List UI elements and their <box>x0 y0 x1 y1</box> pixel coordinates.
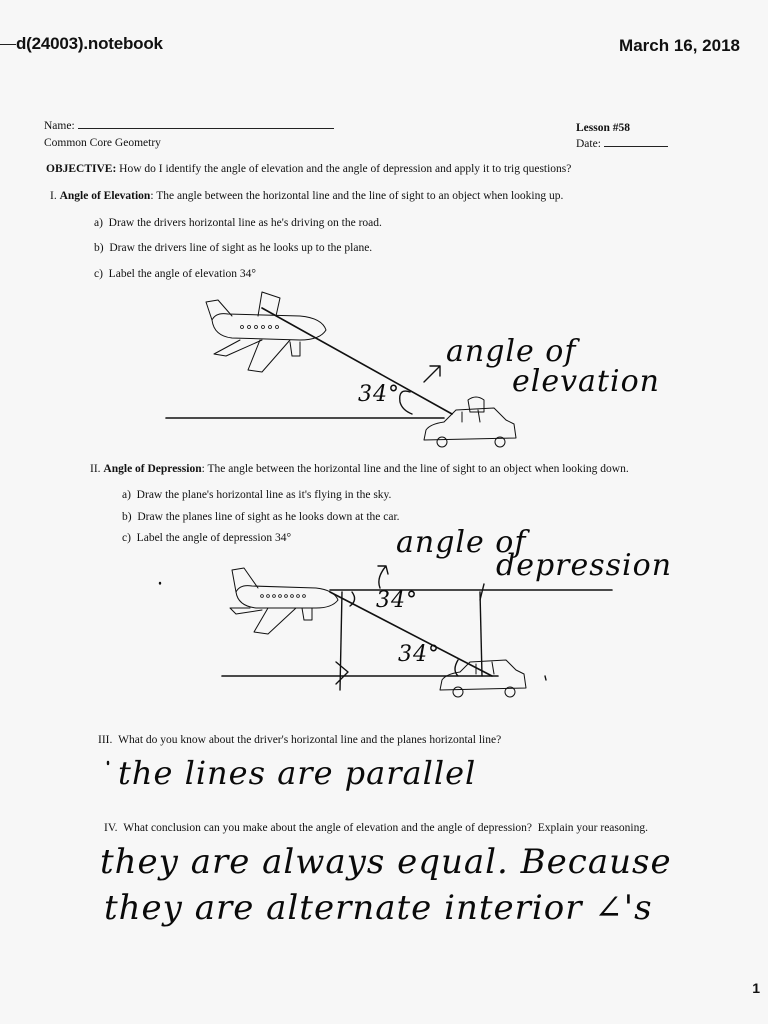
section-2-term: Angle of Depression <box>103 463 202 475</box>
handwritten-depression-label-line2: depression <box>496 548 673 583</box>
depression-label-arrow <box>378 566 388 588</box>
handwritten-depression-angle-top: 34° <box>376 588 418 613</box>
section-1-item-a: a) Draw the drivers horizontal line as he's driving on the road. <box>94 217 382 229</box>
handwritten-elevation-label-line2: elevation <box>512 364 660 399</box>
handwritten-elevation-label-line1: angle of <box>446 334 577 369</box>
page-number: 1 <box>752 980 760 996</box>
elevation-angle-arc <box>400 391 412 414</box>
section-3-question: III. What do you know about the driver's horizontal line and the planes horizontal line? <box>98 734 502 746</box>
airplane-icon <box>230 568 338 634</box>
car-icon <box>424 397 516 447</box>
notebook-title: d(24003).notebook <box>16 34 163 53</box>
lesson-number: Lesson #58 <box>576 122 630 134</box>
handwritten-depression-label-line1: angle of <box>396 525 527 560</box>
elevation-label-arrow <box>424 366 440 382</box>
objective-text: How do I identify the angle of elevation and the angle of depression and apply it to trig questions? <box>119 163 572 175</box>
section-4-question: IV. What conclusion can you make about the angle of elevation and the angle of depression? Explain your reasoning. <box>104 822 648 834</box>
section-1-definition: : The angle between the horizontal line and the line of sight to an object when looking up. <box>150 190 564 202</box>
section-2-definition: : The angle between the horizontal line and the line of sight to an object when looking down. <box>201 463 629 475</box>
section-1-term: Angle of Elevation <box>59 190 151 202</box>
handwritten-depression-angle-bottom: 34° <box>398 642 440 667</box>
section-1-item-c: c) Label the angle of elevation 34° <box>94 268 257 280</box>
section-2-number: II. <box>90 463 101 475</box>
course-name: Common Core Geometry <box>44 137 161 149</box>
section-1-number: I. <box>50 190 57 202</box>
handwritten-answer-4-line2: they are alternate interior ∠'s <box>104 888 653 928</box>
objective-label: OBJECTIVE: <box>46 163 117 175</box>
stray-mark <box>545 676 546 680</box>
driver-line-of-sight <box>262 308 452 414</box>
section-2-item-c: c) Label the angle of depression 34° <box>122 532 292 544</box>
car-icon <box>440 660 526 697</box>
section-2-item-a: a) Draw the plane's horizontal line as it's flying in the sky. <box>122 489 392 501</box>
airplane-icon <box>206 292 326 372</box>
section-1-item-b: b) Draw the drivers line of sight as he looks up to the plane. <box>94 242 373 254</box>
notebook-date: March 16, 2018 <box>619 36 740 55</box>
date-label: Date: <box>576 138 601 150</box>
name-label: Name: <box>44 120 75 132</box>
section-2-item-b: b) Draw the planes line of sight as he looks down at the car. <box>122 511 400 523</box>
handwritten-answer-3: the lines are parallel <box>118 754 477 792</box>
handwritten-answer-4-line1: they are always equal. Because <box>100 842 672 882</box>
handwritten-elevation-angle: 34° <box>358 382 400 407</box>
